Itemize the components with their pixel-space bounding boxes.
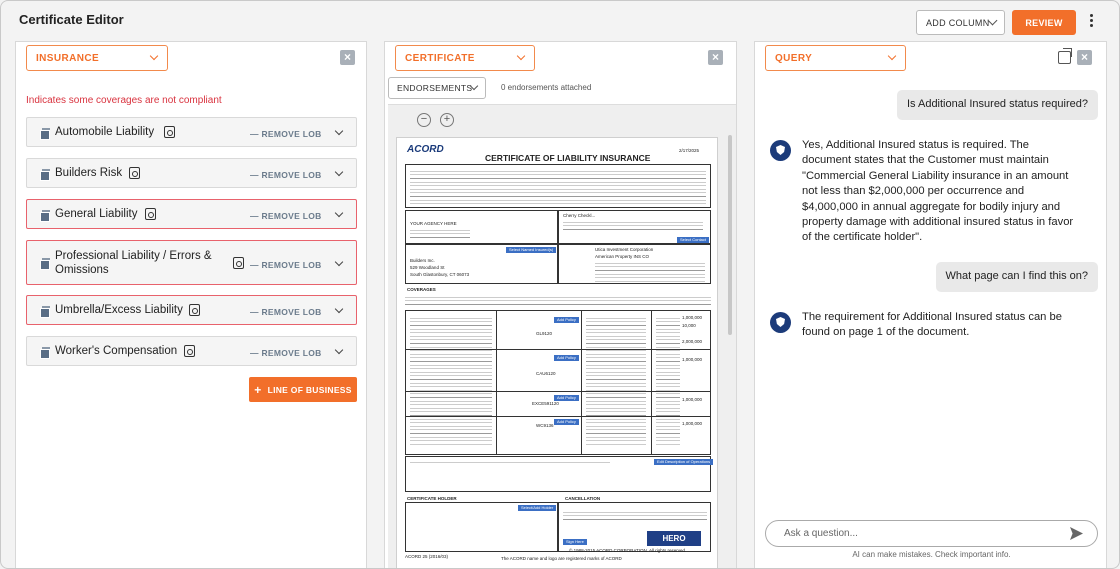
remove-lob-button[interactable]: — REMOVE LOB bbox=[250, 307, 322, 317]
query-select-label: QUERY bbox=[775, 52, 813, 64]
add-lob-label: LINE OF BUSINESS bbox=[267, 384, 352, 395]
insurer-b: American Property INS CO bbox=[595, 254, 650, 259]
close-panel-button[interactable]: × bbox=[1077, 50, 1092, 65]
zoom-out-icon[interactable]: − bbox=[417, 113, 431, 127]
certificate-panel bbox=[384, 41, 737, 569]
limit-value: 1,000,000 bbox=[682, 357, 703, 362]
endorsements-label: ENDORSEMENTS bbox=[397, 83, 473, 93]
insurance-select-label: INSURANCE bbox=[36, 52, 100, 64]
policy-number: CAU6120 bbox=[536, 371, 556, 376]
policy-number: WC9136 bbox=[536, 423, 554, 428]
lob-name: Professional Liability / Errors & Omissions bbox=[55, 250, 212, 276]
close-panel-button[interactable]: × bbox=[340, 50, 355, 65]
add-line-of-business-button[interactable] bbox=[249, 377, 357, 402]
compliance-warning: Indicates some coverages are not compliant bbox=[26, 95, 222, 106]
user-message: What page can I find this on? bbox=[936, 262, 1098, 292]
view-document-icon[interactable] bbox=[164, 126, 175, 138]
pop-out-icon[interactable] bbox=[1058, 51, 1071, 64]
lob-name: Umbrella/Excess Liability bbox=[55, 304, 183, 316]
lob-item-general-liability[interactable] bbox=[26, 199, 357, 229]
remove-lob-button[interactable]: — REMOVE LOB bbox=[250, 170, 322, 180]
chevron-down-icon[interactable] bbox=[335, 258, 343, 266]
lob-item-workers-compensation[interactable] bbox=[26, 336, 357, 366]
remove-lob-button[interactable]: — REMOVE LOB bbox=[250, 129, 322, 139]
chevron-down-icon[interactable] bbox=[335, 127, 343, 135]
document-icon bbox=[40, 258, 50, 268]
document-icon bbox=[40, 128, 50, 138]
form-number: ACORD 25 (2016/03) bbox=[405, 554, 449, 559]
lob-name: General Liability bbox=[55, 208, 138, 220]
endorsements-dropdown[interactable] bbox=[388, 77, 486, 99]
add-column-button[interactable] bbox=[916, 10, 1005, 35]
chevron-down-icon bbox=[150, 52, 158, 60]
assistant-message: Yes, Additional Insured status is required. The document states that the Customer must maintain "Commercial General Liability insurance in an amount not less than $2,000,000 per occurrence and $4,000,000 in annual aggregate for bodily injury and property damage with additional insured status in favor of the certificate holder". bbox=[802, 139, 1074, 244]
plus-icon: + bbox=[254, 382, 262, 397]
lob-name: Worker's Compensation bbox=[55, 345, 178, 357]
document-scrollbar[interactable] bbox=[728, 135, 732, 335]
more-options-icon[interactable] bbox=[1086, 13, 1096, 33]
contact-name: Cherry Checkl... bbox=[563, 213, 596, 218]
chevron-down-icon[interactable] bbox=[335, 209, 343, 217]
document-icon bbox=[40, 347, 50, 357]
lob-item-professional-liability[interactable] bbox=[26, 240, 357, 285]
send-icon[interactable] bbox=[1070, 527, 1083, 540]
cancellation-block: Sign Here bbox=[558, 502, 711, 552]
remove-lob-button[interactable]: — REMOVE LOB bbox=[250, 260, 322, 270]
view-document-icon[interactable] bbox=[189, 304, 200, 316]
acord-logo: ACORD bbox=[407, 144, 444, 155]
insured-name: Builders Inc. bbox=[410, 258, 435, 263]
close-panel-button[interactable]: × bbox=[708, 50, 723, 65]
lob-item-automobile-liability[interactable] bbox=[26, 117, 357, 147]
view-document-icon[interactable] bbox=[233, 257, 244, 269]
assistant-message: The requirement for Additional Insured status can be found on page 1 of the document. bbox=[802, 311, 1062, 339]
query-panel bbox=[754, 41, 1107, 569]
view-document-icon[interactable] bbox=[184, 345, 195, 357]
producer-block bbox=[405, 210, 558, 244]
view-document-icon[interactable] bbox=[145, 208, 156, 220]
certificate-holder-block: Select/Add Holder bbox=[405, 502, 558, 552]
query-select[interactable] bbox=[765, 45, 906, 71]
policy-number: EXCE591120 bbox=[532, 401, 559, 406]
notice-block bbox=[405, 164, 711, 208]
coverage-table: Add Policy Add Policy Add Policy Add Policy GL9120 CAU6120 EXCE591120 WC9136 1,000,000 10,000 2,000,000 1,000,000 1,000,000 1,000,000 bbox=[405, 310, 711, 455]
document-icon bbox=[40, 169, 50, 179]
contact-block: Cherry Checkl... Select Contact bbox=[558, 210, 711, 244]
user-message: Is Additional Insured status required? bbox=[897, 90, 1098, 120]
certificate-select-label: CERTIFICATE bbox=[405, 52, 475, 64]
insured-city: South Glastonbury, CT 06073 bbox=[410, 272, 470, 277]
policy-number: GL9120 bbox=[536, 331, 553, 336]
insured-block: Select Named Insured(s) Builders Inc. 529 Woodland St South Glastonbury, CT 06073 bbox=[405, 244, 558, 284]
limit-value: 1,000,000 bbox=[682, 315, 703, 320]
zoom-in-icon[interactable]: + bbox=[440, 113, 454, 127]
limit-value: 10,000 bbox=[682, 323, 696, 328]
limit-value: 1,000,000 bbox=[682, 397, 703, 402]
insurer-a: Utica Investment Corporation bbox=[595, 247, 654, 252]
certificate-hero-logo: HERO bbox=[647, 531, 701, 546]
insured-address: 529 Woodland St bbox=[410, 265, 445, 270]
ask-question-input[interactable] bbox=[765, 520, 1098, 547]
lob-item-builders-risk[interactable] bbox=[26, 158, 357, 188]
limit-value: 1,000,000 bbox=[682, 421, 703, 426]
ai-disclaimer: AI can make mistakes. Check important info. bbox=[852, 550, 1011, 559]
acord-copyright: © 1988-2015 ACORD CORPORATION. All rights reserved. bbox=[569, 548, 687, 553]
add-column-label: ADD COLUMN bbox=[926, 17, 990, 28]
chevron-down-icon bbox=[888, 52, 896, 60]
document-icon bbox=[40, 306, 50, 316]
cancellation-heading: CANCELLATION bbox=[565, 496, 601, 501]
certificate-date: 2/17/2025 bbox=[679, 148, 700, 153]
document-icon bbox=[40, 210, 50, 220]
certificate-holder-heading: CERTIFICATE HOLDER bbox=[407, 496, 457, 501]
chevron-down-icon[interactable] bbox=[335, 346, 343, 354]
certificate-select[interactable] bbox=[395, 45, 535, 71]
remove-lob-button[interactable]: — REMOVE LOB bbox=[250, 211, 322, 221]
chevron-down-icon[interactable] bbox=[335, 168, 343, 176]
insurance-select[interactable] bbox=[26, 45, 168, 71]
lob-name: Builders Risk bbox=[55, 167, 123, 179]
chevron-down-icon[interactable] bbox=[335, 305, 343, 313]
limit-value: 2,000,000 bbox=[682, 339, 703, 344]
acord-marks: The ACORD name and logo are registered marks of ACORD bbox=[501, 556, 622, 561]
certificate-page bbox=[396, 137, 718, 569]
operations-block: Edit Description of Operations bbox=[405, 456, 711, 492]
coverages-heading: COVERAGES bbox=[407, 287, 436, 292]
insurers-block bbox=[558, 244, 711, 284]
app-header bbox=[1, 1, 1120, 41]
lob-name: Automobile Liability bbox=[55, 126, 155, 138]
endorsements-count: 0 endorsements attached bbox=[501, 83, 592, 92]
lob-item-umbrella-excess-liability[interactable] bbox=[26, 295, 357, 325]
review-button[interactable]: REVIEW bbox=[1012, 10, 1076, 35]
chevron-down-icon bbox=[517, 52, 525, 60]
ai-assistant-icon bbox=[770, 140, 791, 161]
insurance-panel bbox=[15, 41, 367, 569]
document-viewer[interactable] bbox=[388, 104, 736, 569]
remove-lob-button[interactable]: — REMOVE LOB bbox=[250, 348, 322, 358]
view-document-icon[interactable] bbox=[129, 167, 140, 179]
producer-name: YOUR AGENCY HERE bbox=[410, 221, 457, 226]
ai-assistant-icon bbox=[770, 312, 791, 333]
certificate-title: CERTIFICATE OF LIABILITY INSURANCE bbox=[485, 153, 651, 163]
ask-placeholder: Ask a question... bbox=[784, 528, 858, 539]
app-title: Certificate Editor bbox=[19, 12, 124, 27]
